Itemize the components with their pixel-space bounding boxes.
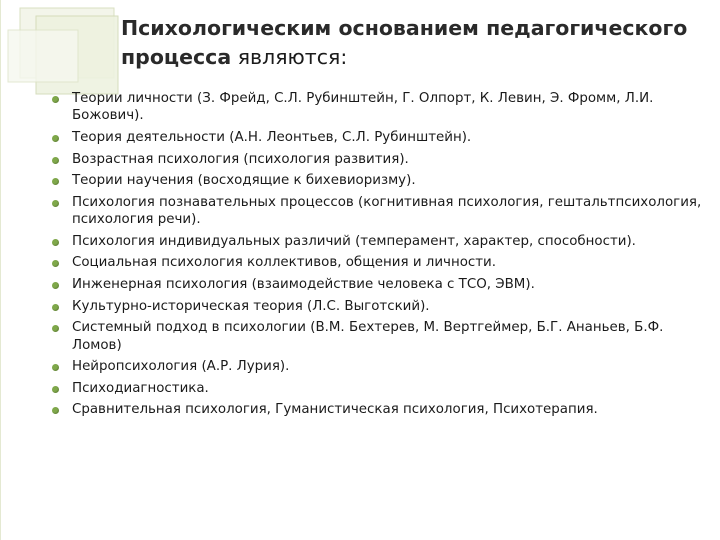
list-item-text: Культурно-историческая теория (Л.С. Выготский). bbox=[72, 298, 430, 314]
bullet-dot-icon bbox=[52, 304, 59, 311]
list-item bbox=[50, 194, 710, 229]
list-item bbox=[50, 358, 710, 375]
slide-title-bold: Психологическим основанием педагогического процесса bbox=[121, 16, 688, 69]
slide-title-rest: являются: bbox=[231, 45, 348, 69]
list-item-text: Нейропсихология (А.Р. Лурия). bbox=[72, 359, 290, 375]
list-item bbox=[50, 90, 710, 125]
list-item-text: Теории научения (восходящие к бихевиоризму). bbox=[72, 173, 416, 189]
slide-title bbox=[121, 14, 701, 72]
bullet-dot-icon bbox=[52, 325, 59, 332]
list-item bbox=[50, 129, 710, 146]
list-item-text: Системный подход в психологии (В.М. Бехтерев, М. Вертгеймер, Б.Г. Ананьев, Б.Ф. Ломов) bbox=[72, 320, 664, 353]
list-item-text: Теория деятельности (А.Н. Леонтьев, С.Л. Рубинштейн). bbox=[72, 130, 472, 145]
list-item bbox=[50, 254, 710, 271]
list-item bbox=[50, 276, 710, 293]
bullet-dot-icon bbox=[52, 386, 59, 393]
bullet-dot-icon bbox=[52, 407, 59, 414]
list-item-text: Возрастная психология (психология развития). bbox=[72, 151, 409, 167]
list-item-text: Психология познавательных процессов (когнитивная психология, гештальтпсихология, психология речи). bbox=[72, 194, 702, 228]
bullet-dot-icon bbox=[52, 260, 59, 267]
list-item bbox=[50, 233, 710, 250]
list-item-text: Сравнительная психология, Гуманистическая психология, Психотерапия. bbox=[72, 402, 598, 418]
list-item bbox=[50, 380, 710, 397]
bullet-dot-icon bbox=[52, 96, 59, 103]
list-item bbox=[50, 298, 710, 315]
list-item-text: Теории личности (З. Фрейд, С.Л. Рубинштейн, Г. Олпорт, К. Левин, Э. Фромм, Л.И. Божович). bbox=[72, 91, 654, 124]
bullet-dot-icon bbox=[52, 178, 59, 185]
list-item bbox=[50, 172, 710, 189]
bullet-list bbox=[50, 90, 710, 423]
list-item bbox=[50, 151, 710, 168]
bullet-dot-icon bbox=[52, 282, 59, 289]
list-item-text: Психология индивидуальных различий (темперамент, характер, способности). bbox=[72, 233, 636, 249]
decor-panel-strip bbox=[8, 30, 78, 82]
bullet-dot-icon bbox=[52, 135, 59, 142]
bullet-dot-icon bbox=[52, 200, 59, 207]
list-item bbox=[50, 401, 710, 418]
list-item-text: Инженерная психология (взаимодействие человека с ТСО, ЭВМ). bbox=[72, 276, 535, 292]
list-item-text: Социальная психология коллективов, общения и личности. bbox=[72, 255, 497, 271]
bullet-dot-icon bbox=[52, 157, 59, 164]
bullet-dot-icon bbox=[52, 239, 59, 246]
list-item bbox=[50, 319, 710, 354]
list-item-text: Психодиагностика. bbox=[72, 380, 209, 396]
bullet-dot-icon bbox=[52, 364, 59, 371]
